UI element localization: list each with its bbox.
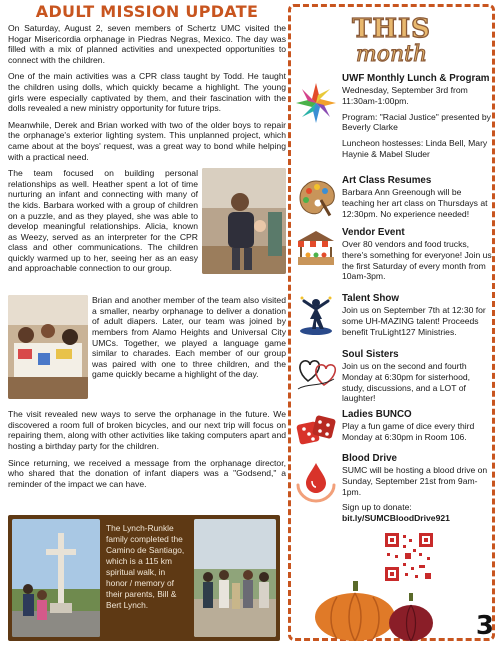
event-title: Art Class Resumes (342, 175, 432, 186)
hearts-icon (294, 349, 338, 393)
qr-code[interactable] (383, 531, 435, 583)
paragraph-lighting: Meanwhile, Derek and Brian worked with two of the older boys to repair the orphanage's exterior lighting system. This unplanned project, which came about at the boys' request, was a great way to bond while helping with a practical need. (8, 119, 286, 162)
event-program: Program: "Racial Justice" presented by Beverly Clarke (342, 111, 491, 133)
paragraph-intro: On Saturday, August 2, seven members of Schertz UMC visited the Hogar Misericordia orphanage in Piedras Negras, Mexico. The day was filled with a mix of planned activities and unexpected opportunities to connect with the children. (8, 23, 286, 65)
this-month-heading (291, 15, 492, 67)
photo-camino-family (194, 519, 276, 637)
event-title: Blood Drive (342, 453, 397, 464)
event-hostesses: Luncheon hostesses: Linda Bell, Mary Haynie & Mabel Sluder (342, 138, 488, 159)
event-description: Join us on September 7th at 12:30 for some UH-MAZING talent! Proceeds benefit TruLight127 Ministries. (342, 305, 486, 337)
paragraph-director-message: Since returning, we received a message from the orphanage director, who shared that the donation of infant diapers was a "Godsend," a reminder of the impact we can have. (8, 457, 286, 489)
blood-drop-hands-icon (294, 459, 338, 503)
event-description: Join us on the second and fourth Monday at 6:30pm for sisterhood, study, discussions, and a LOT of laughter! (342, 361, 471, 404)
performer-stage-icon (294, 293, 338, 337)
photo-heather-with-infant (202, 168, 286, 274)
paragraph-cpr: One of the main activities was a CPR class taught by Todd. He taught the children using dolls, which quickly became a highlight. The young girls were especially captivated by them, and their fascination with the dolls revealed a new ministry opportunity for future trips. (8, 71, 286, 114)
paint-palette-icon (294, 175, 338, 219)
mission-update-column (8, 3, 286, 489)
event-description: Over 80 vendors and food trucks, there's something for everyone! Join us the first Saturday of every month from 10am-3pm. (342, 239, 492, 282)
heading-this: THIS (352, 14, 431, 44)
signup-label: Sign up to donate: (342, 502, 412, 513)
camino-caption: The Lynch-Runkle family completed the Camino de Santiago, which is a 115 km spiritual walk, in honor / memory of their parents, Bill & Bert Lynch. (106, 523, 185, 610)
heading-month: month (355, 42, 428, 67)
event-title: Vendor Event (342, 227, 405, 238)
page-number: 3 (475, 611, 494, 641)
pumpkins-illustration (293, 579, 463, 641)
dice-icon (294, 409, 338, 453)
article-title: ADULT MISSION UPDATE (35, 2, 259, 21)
blood-drive-signup-link[interactable]: bit.ly/SUMCBloodDrive921 (342, 513, 450, 524)
paragraph-relationships: The team focused on building personal relationships as well. Heather spent a lot of time nurturing an infant and connecting with many of the kids. Barbara worked with a group of children on a puzzle, and as they played, she was able to develop meaningful relationships. Alicia, known as Weezy, served as an interpreter for the CPR class and other communications. The children quickly warmed up to her, seeing her as an easy and approachable connection to our group. (8, 168, 198, 274)
event-description: SUMC will be hosting a blood drive on Sunday, September 21st from 9am-1pm. (342, 465, 488, 497)
event-title: Ladies BUNCO (342, 409, 412, 420)
event-title: Soul Sisters (342, 349, 399, 360)
photo-camino-cross (12, 519, 100, 637)
this-month-panel (288, 4, 495, 641)
market-stall-icon (294, 227, 338, 271)
paragraph-donation: Brian and another member of the team also visited a smaller, nearby orphanage to deliver a donation of adult diapers. Later, our team was joined by members from Alamo Heights and Universal City UMCs. Together, we played a language game similar to charades. Each member of our group was paired with one to three children, and the game quickly became a highlight of the day. (92, 295, 286, 380)
photo-children-puzzle (8, 295, 88, 399)
event-title: Talent Show (342, 293, 399, 304)
event-title: UWF Monthly Lunch & Program (342, 73, 490, 84)
star-quilt-icon (294, 81, 338, 125)
event-date: Wednesday, September 3rd from 11:30am-1:00pm. (342, 85, 468, 106)
event-description: Play a fun game of dice every third Monday at 6:30pm in Room 106. (342, 421, 475, 442)
paragraph-future: The visit revealed new ways to serve the orphanage in the future. We discovered a room full of broken bicycles, and our next trip will focus on repairing them, along with other activities like taking computers apart and hosting a birthday party for the children. (8, 409, 286, 451)
event-description: Barbara Ann Greenough will be teaching her art class on Thursdays at 12:30pm. No experience needed! (342, 187, 488, 219)
